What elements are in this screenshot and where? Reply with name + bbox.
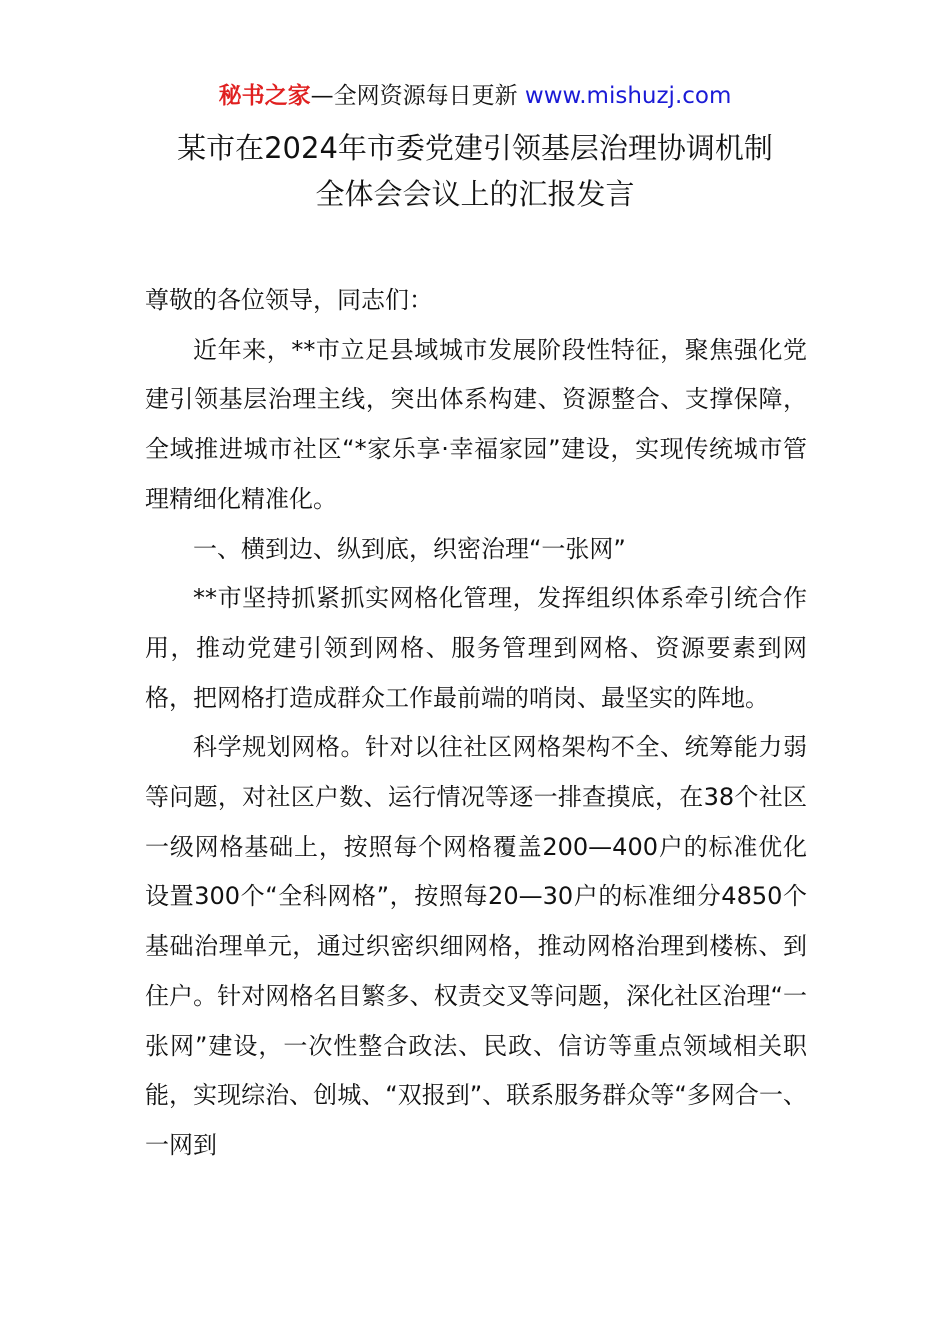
- site-url-link[interactable]: www.mishuzj.com: [524, 83, 732, 109]
- site-brand: 秘书之家: [218, 83, 311, 109]
- section-heading-1: 一、横到边、纵到底，织密治理“一张网”: [193, 534, 626, 563]
- site-tagline: —全网资源每日更新: [310, 83, 525, 109]
- paragraph-section-1: **市坚持抓紧抓实网格化管理，发挥组织体系牵引统合作用，推动党建引领到网格、服务管理到网格、资源要素到网格，把网格打造成群众工作最前端的哨岗、最坚实的阵地。: [145, 584, 807, 712]
- paragraph-intro: 近年来，**市立足县域城市发展阶段性特征，聚焦强化党建引领基层治理主线，突出体系构建、资源整合、支撑保障，全域推进城市社区“*家乐享·幸福家园”建设，实现传统城市管理精细化精准化。: [145, 335, 807, 513]
- salutation: 尊敬的各位领导，同志们：: [145, 286, 433, 314]
- document-title: [0, 125, 950, 217]
- title-line-2: 全体会会议上的汇报发言: [315, 177, 635, 211]
- site-header: [0, 80, 950, 112]
- paragraph-grid-planning: 科学规划网格。针对以往社区网格架构不全、统筹能力弱等问题，对社区户数、运行情况等逐一排查摸底，在38个社区一级网格基础上，按照每个网格覆盖200—400户的标准优化设置300个“全科网格”，按照每20—30户的标准细分4850个基础治理单元，通过织密织细网格，推动网格治理到楼栋、到住户。针对网格名目繁多、权责交叉等问题，深化社区治理“一张网”建设，一次性整合政法、民政、信访等重点领域相关职能，实现综治、创城、“双报到”、联系服务群众等“多网合一、一网到: [145, 733, 807, 1159]
- title-line-1: 某市在2024年市委党建引领基层治理协调机制: [177, 131, 773, 165]
- document-body: [145, 276, 807, 1171]
